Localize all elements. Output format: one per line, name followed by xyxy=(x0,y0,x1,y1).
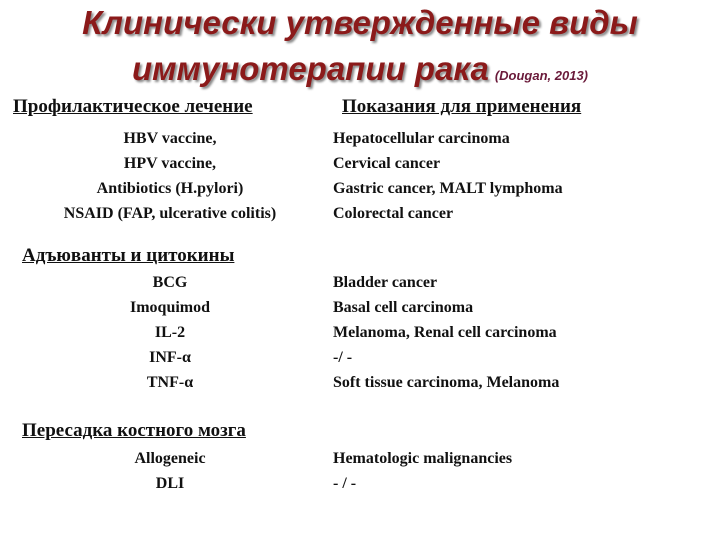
indication-cell: Hematologic malignancies xyxy=(333,450,513,467)
header-indications: Показания для применения xyxy=(342,96,582,117)
indication-cell: Basal cell carcinoma xyxy=(333,299,474,316)
agent-cell: NSAID (FAP, ulcerative colitis) xyxy=(63,205,277,222)
agent-cell: Imoquimod xyxy=(129,299,211,316)
indication-cell: Bladder cancer xyxy=(333,274,438,291)
header-adjuvants: Адъюванты и цитокины xyxy=(22,245,235,266)
agent-cell: IL-2 xyxy=(154,324,186,341)
agent-cell: DLI xyxy=(155,475,185,492)
indication-cell: Soft tissue carcinoma, Melanoma xyxy=(333,374,560,391)
slide-title-line1: Клинически утвержденные виды xyxy=(82,4,638,41)
header-transplant: Пересадка костного мозга xyxy=(22,420,246,441)
agent-cell: Antibiotics (H.pylori) xyxy=(96,180,244,197)
indication-cell: Melanoma, Renal cell carcinoma xyxy=(333,324,557,341)
citation: (Dougan, 2013) xyxy=(494,68,589,83)
agent-cell: HBV vaccine, xyxy=(123,130,217,147)
agent-cell: HPV vaccine, xyxy=(123,155,217,172)
agent-cell: TNF-α xyxy=(146,374,194,391)
indication-cell: Cervical cancer xyxy=(333,155,441,172)
indication-cell: Hepatocellular carcinoma xyxy=(333,130,510,147)
indication-cell: - / - xyxy=(333,475,357,492)
indication-cell: -/ - xyxy=(333,349,353,366)
agent-cell: BCG xyxy=(152,274,188,291)
indication-cell: Gastric cancer, MALT lymphoma xyxy=(333,180,563,197)
agent-cell: INF-α xyxy=(149,349,191,366)
indication-cell: Colorectal cancer xyxy=(333,205,454,222)
agent-cell: Allogeneic xyxy=(134,450,206,467)
slide-title-line2 xyxy=(0,52,720,85)
slide-title-line2-text: иммунотерапии рака xyxy=(131,50,489,87)
header-prophylactic: Профилактическое лечение xyxy=(13,96,253,117)
